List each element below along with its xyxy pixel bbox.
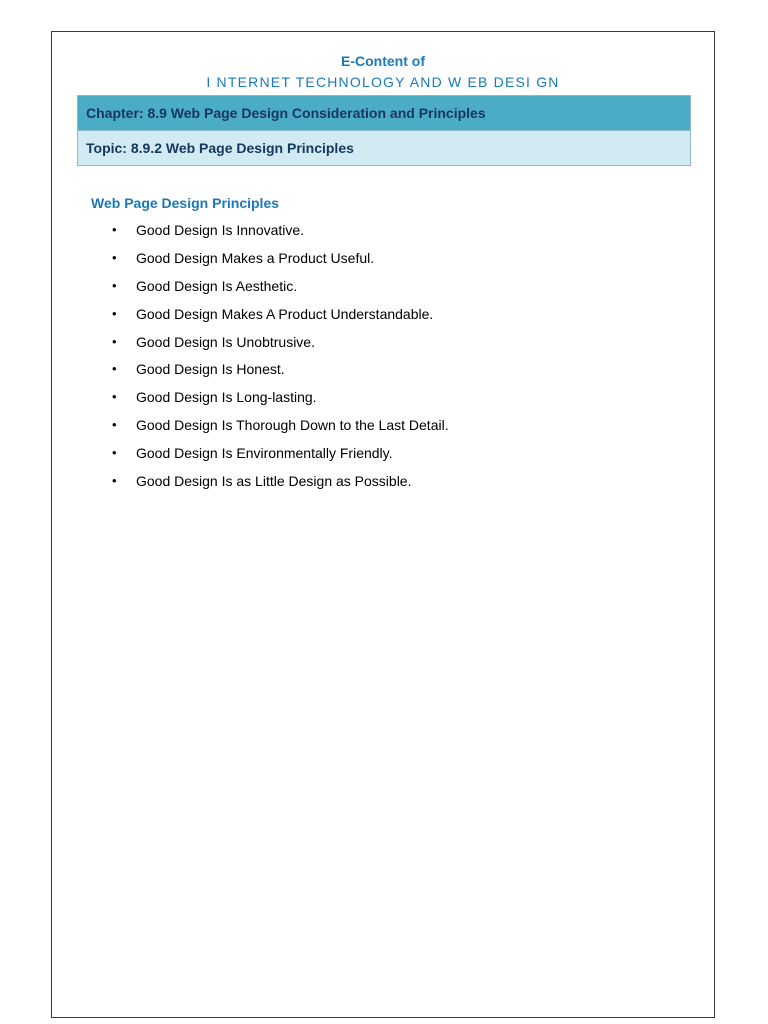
list-item — [112, 388, 449, 416]
section-heading: Web Page Design Principles — [91, 195, 280, 211]
document-header — [52, 52, 714, 92]
bullet-icon: • — [112, 361, 117, 377]
list-item-text: Good Design Is Thorough Down to the Last Detail. — [136, 417, 449, 434]
econtent-title: E-Content of — [341, 53, 425, 69]
bullet-icon: • — [112, 445, 117, 461]
list-item-text: Good Design Is Long-lasting. — [136, 389, 317, 406]
principles-list — [112, 221, 449, 500]
list-item — [112, 360, 449, 388]
list-item — [112, 305, 449, 333]
list-item — [112, 249, 449, 277]
list-item-text: Good Design Is Honest. — [136, 361, 285, 378]
list-item-text: Good Design Is Environmentally Friendly. — [136, 445, 393, 462]
list-item-text: Good Design Is Aesthetic. — [136, 277, 298, 294]
list-item — [112, 333, 449, 361]
bullet-icon: • — [112, 305, 117, 321]
course-title: I NTERNET TECHNOLOGY AND W EB DESI GN — [206, 74, 560, 90]
list-item-text: Good Design Makes a Product Useful. — [136, 249, 375, 266]
list-item — [112, 416, 449, 444]
chapter-banner: Chapter: 8.9 Web Page Design Consideration and Principles — [77, 95, 691, 131]
list-item — [112, 221, 449, 249]
bullet-icon: • — [112, 389, 117, 405]
bullet-icon: • — [112, 249, 117, 265]
list-item-text: Good Design Is Unobtrusive. — [136, 333, 315, 350]
bullet-icon: • — [112, 333, 117, 349]
list-item-text: Good Design Is Innovative. — [136, 222, 305, 238]
list-item-text: Good Design Makes A Product Understandable. — [136, 305, 434, 322]
bullet-icon: • — [112, 417, 117, 433]
document-page — [51, 31, 715, 1018]
list-item-text: Good Design Is as Little Design as Possible. — [136, 473, 412, 490]
list-item — [112, 472, 449, 500]
topic-banner: Topic: 8.9.2 Web Page Design Principles — [77, 131, 691, 166]
bullet-icon: • — [112, 222, 117, 237]
bullet-icon: • — [112, 473, 117, 489]
bullet-icon: • — [112, 277, 117, 293]
list-item — [112, 277, 449, 305]
list-item — [112, 444, 449, 472]
